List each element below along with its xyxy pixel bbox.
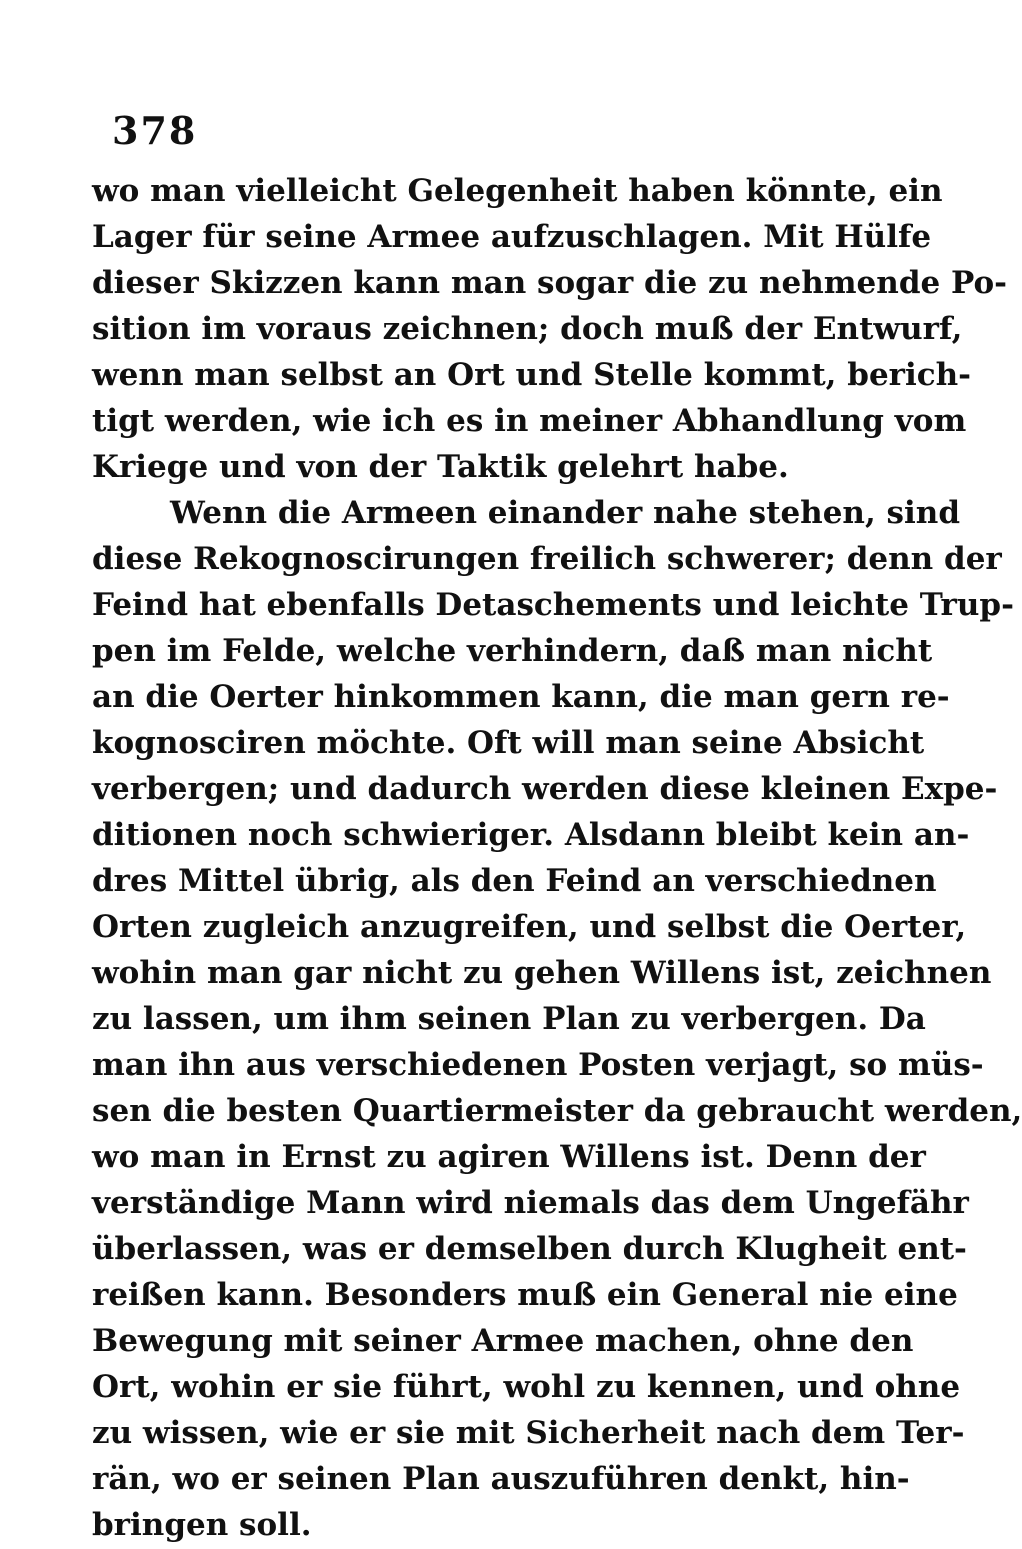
text-line: diese Rekognoscirungen freilich schwerer; denn der [92, 541, 1002, 577]
text-line: dieser Skizzen kann man sogar die zu nehmende Po- [92, 265, 1008, 301]
text-line: kognosciren möchte. Oft will man seine Absicht [92, 725, 925, 761]
text-line: sen die besten Quartiermeister da gebraucht werden, [92, 1093, 1022, 1129]
text-line: rän, wo er seinen Plan auszuführen denkt, hin- [92, 1461, 910, 1497]
text-line: Orten zugleich anzugreifen, und selbst die Oerter, [92, 909, 967, 945]
text-line: wo man vielleicht Gelegenheit haben könnte, ein [92, 173, 943, 209]
text-line: man ihn aus verschiedenen Posten verjagt, so müs- [92, 1047, 984, 1083]
text-line: dres Mittel übrig, als den Feind an verschiednen [92, 863, 937, 899]
text-line: verständige Mann wird niemals das dem Ungefähr [92, 1185, 969, 1221]
text-line: Bewegung mit seiner Armee machen, ohne den [92, 1323, 914, 1359]
text-line: ditionen noch schwieriger. Alsdann bleibt kein an- [92, 817, 970, 853]
text-line: bringen soll. [92, 1507, 312, 1543]
text-line: wenn man selbst an Ort und Stelle kommt, berich- [92, 357, 972, 393]
page-number: 378 [112, 108, 198, 153]
text-line: Lager für seine Armee aufzuschlagen. Mit Hülfe [92, 219, 932, 255]
text-line: reißen kann. Besonders muß ein General nie eine [92, 1277, 958, 1313]
text-line: Ort, wohin er sie führt, wohl zu kennen, und ohne [92, 1369, 961, 1405]
text-line: sition im voraus zeichnen; doch muß der Entwurf, [92, 311, 963, 347]
text-line: an die Oerter hinkommen kann, die man gern re- [92, 679, 950, 715]
text-line: pen im Felde, welche verhindern, daß man nicht [92, 633, 933, 669]
text-line: Wenn die Armeen einander nahe stehen, sind [170, 495, 961, 531]
text-line: zu wissen, wie er sie mit Sicherheit nach dem Ter- [92, 1415, 965, 1451]
text-line: Kriege und von der Taktik gelehrt habe. [92, 449, 789, 485]
text-line: wohin man gar nicht zu gehen Willens ist, zeichnen [92, 955, 992, 991]
text-line: wo man in Ernst zu agiren Willens ist. Denn der [92, 1139, 926, 1175]
body-text [92, 168, 1022, 1548]
text-line: zu lassen, um ihm seinen Plan zu verbergen. Da [92, 1001, 926, 1037]
text-line: verbergen; und dadurch werden diese kleinen Expe- [92, 771, 998, 807]
text-line: Feind hat ebenfalls Detaschements und leichte Trup- [92, 587, 1014, 623]
text-line: tigt werden, wie ich es in meiner Abhandlung vom [92, 403, 967, 439]
text-line: überlassen, was er demselben durch Klugheit ent- [92, 1231, 967, 1267]
